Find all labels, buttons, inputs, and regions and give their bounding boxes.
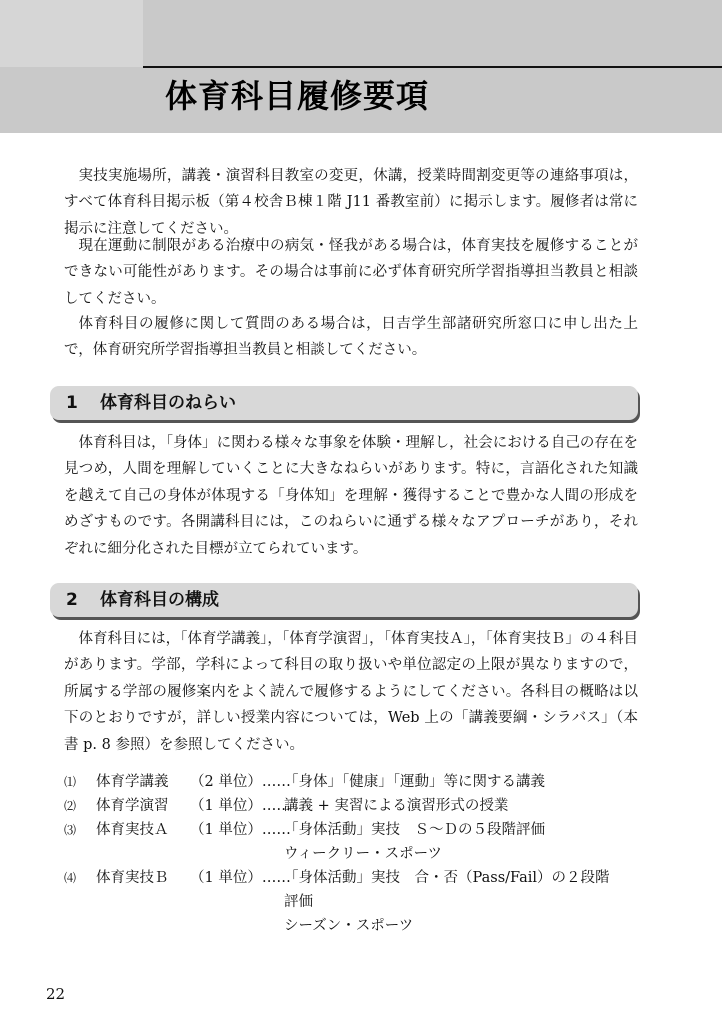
course-item [64,818,654,842]
course-description: 「身体」「健康」「運動」等に関する講義 [284,774,545,790]
course-number: ⑶ [64,823,77,837]
section-header-aims [50,386,638,420]
course-credit: （1 単位）…… [190,870,291,886]
course-item [64,770,654,794]
course-item [64,794,654,818]
course-description: シーズン・スポーツ [284,918,414,934]
course-name: 体育学演習 [96,798,169,814]
course-item-continued [64,890,654,914]
section-title: 体育科目のねらい [100,393,236,413]
course-description: 講義 + 実習による演習形式の授業 [284,798,509,814]
section-header-structure [50,583,638,617]
course-list [64,770,654,938]
intro-paragraph-1: 実技実施場所，講義・演習科目教室の変更，休講，授業時間割変更等の連絡事項は，すべて体育科目掲示板（第４校舎Ｂ棟１階 J11 番教室前）に掲示します。履修者は常に掲示に注意してください。 [64,168,638,237]
course-description: 評価 [284,894,313,910]
course-name: 体育実技Ｂ [96,870,169,886]
section-heading [66,389,236,417]
section-number: 1 [66,393,78,413]
course-number: ⑷ [64,871,77,885]
course-item [64,866,654,890]
course-name: 体育学講義 [96,774,169,790]
course-description: 「身体活動」実技 Ｓ～Ｄの５段階評価 [284,822,545,838]
course-description: ウィークリー・スポーツ [284,846,443,862]
course-name: 体育実技Ａ [96,822,169,838]
intro-paragraph-2: 現在運動に制限がある治療中の病気・怪我がある場合は，体育実技を履修することができない可能性があります。その場合は事前に必ず体育研究所学習指導担当教員と相談してください。 [64,238,638,307]
section-2-body: 体育科目には，「体育学講義」，「体育学演習」，「体育実技Ａ」，「体育実技Ｂ」の４科目があります。学部，学科によって科目の取り扱いや単位認定の上限が異なりますので，所属する学部の履修案内をよく読んで履修するようにしてください。各科目の概略は以下のとおりですが，詳しい授業内容については，Web 上の「講義要綱・シラバス」（本書 p. 8 参照）を参照してください。 [64,631,638,753]
course-credit: （2 単位）…… [190,774,291,790]
course-credit: （1 単位）…… [190,822,291,838]
intro-paragraph-3: 体育科目の履修に関して質問のある場合は，日吉学生部諸研究所窓口に申し出た上で，体育研究所学習指導担当教員と相談してください。 [64,316,638,359]
header-corner-block [0,0,143,67]
course-description: 「身体活動」実技 合・否（Pass/Fail）の２段階 [284,870,610,886]
course-credit: （1 単位）…… [190,798,291,814]
section-title: 体育科目の構成 [100,590,219,610]
course-number: ⑴ [64,775,77,789]
section-heading [66,586,219,614]
title-rule [143,66,722,68]
section-number: 2 [66,590,78,610]
course-number: ⑵ [64,799,77,813]
section-1-body: 体育科目は，「身体」に関わる様々な事象を体験・理解し，社会における自己の存在を見つめ，人間を理解していくことに大きなねらいがあります。特に，言語化された知識を越えて自己の身体が体現する「身体知」を理解・獲得することで豊かな人間の形成をめざすものです。各開講科目には，このねらいに通ずる様々なアプローチがあり，それぞれに細分化された目標が立てられています。 [64,435,638,557]
page-number: 22 [46,985,66,1003]
course-item-continued [64,842,654,866]
course-item-continued [64,914,654,938]
page-title: 体育科目履修要項 [165,77,430,115]
